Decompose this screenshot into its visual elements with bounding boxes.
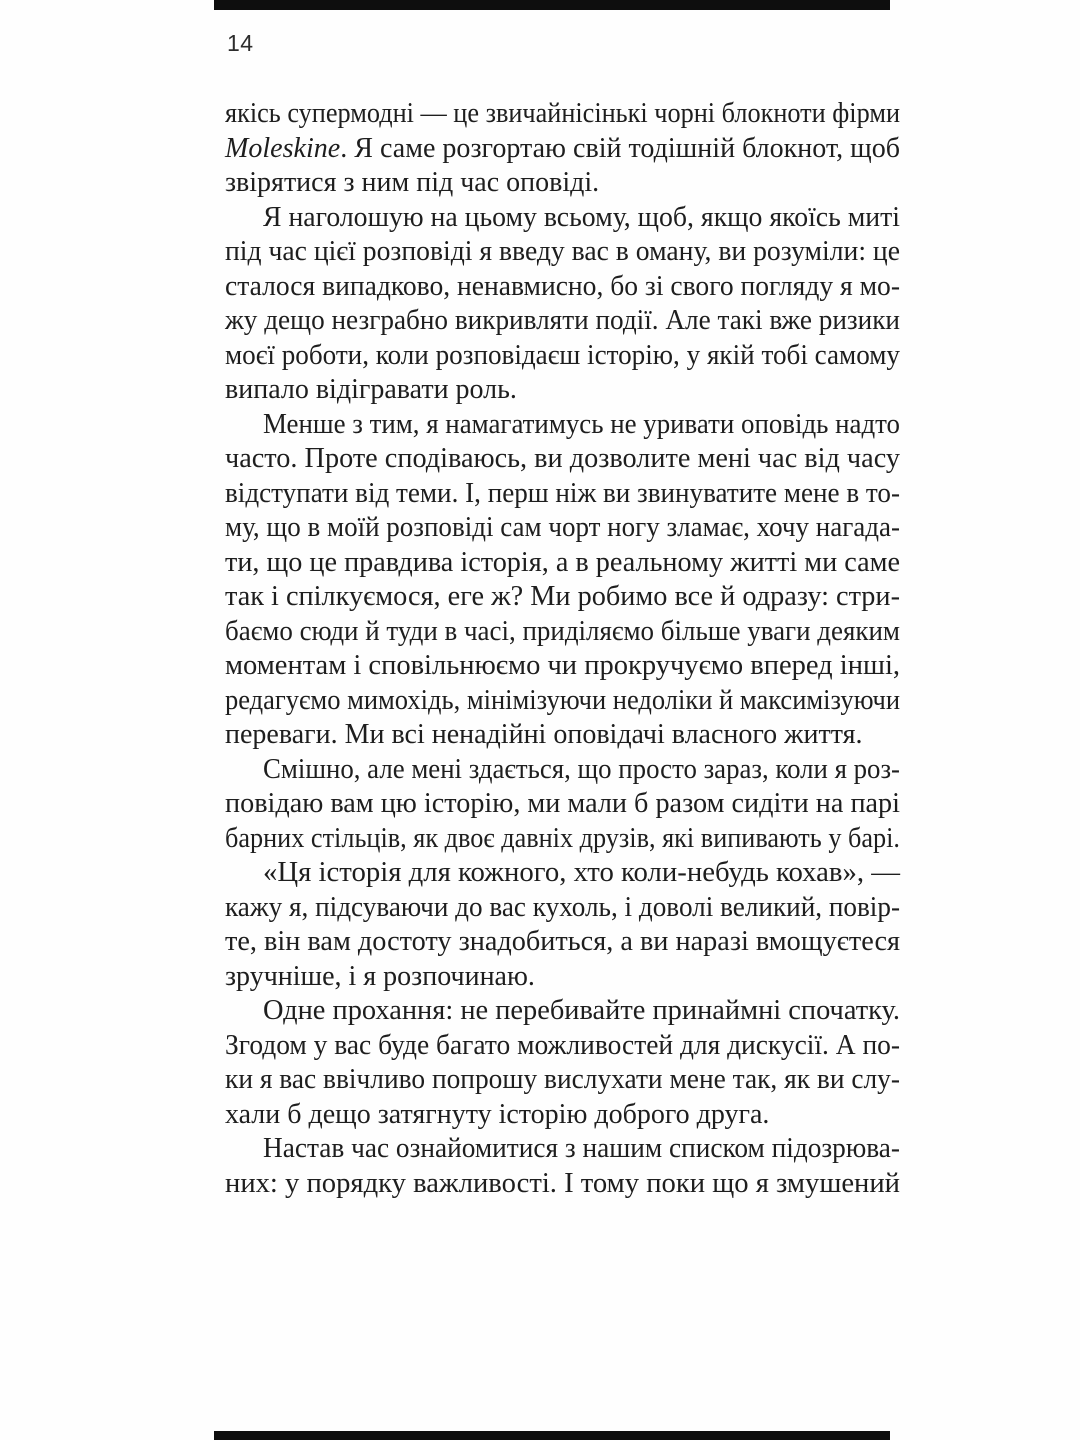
text-line (225, 718, 901, 753)
text-line (225, 891, 901, 926)
text-segment: му, що в моїй розповіді сам чорт ногу зламає, хочу нагада- (225, 512, 900, 543)
next-page-edge-artifact (214, 1431, 890, 1440)
text-line (225, 1029, 901, 1064)
text-segment: Згодом у вас буде багато можливостей для дискусії. А по- (225, 1029, 900, 1061)
text-line (225, 787, 901, 822)
text-segment: відступати від теми. І, перш ніж ви звинуватите мене в то- (225, 477, 900, 509)
text-line (225, 97, 901, 132)
text-segment: звірятися з ним під час оповіді. (225, 167, 600, 198)
text-segment: часто. Проте сподіваюсь, ви дозволите мені час від часу (225, 443, 900, 474)
text-segment: баємо сюди й туди в часі, приділяємо більше уваги деяким (225, 615, 900, 647)
text-line (263, 201, 901, 236)
previous-page-edge-artifact (214, 0, 890, 10)
text-segment: барних стільців, як двоє давніх друзів, які випивають у барі. (225, 822, 900, 854)
text-line (225, 615, 901, 650)
text-line (225, 925, 901, 960)
text-line (225, 477, 901, 512)
text-segment: «Ця історія для кожного, хто коли-небудь кохав», — (263, 857, 900, 888)
text-segment: повідаю вам цю історію, ми мали б разом сидіти на парі (225, 788, 900, 819)
text-line (225, 960, 901, 995)
text-line (263, 994, 901, 1029)
text-segment: ки я вас ввічливо попрошу вислухати мене так, як ви слу- (225, 1064, 900, 1095)
text-segment: випало відігравати роль. (225, 374, 517, 405)
text-line (225, 373, 901, 408)
text-segment: сталося випадково, ненавмисно, бо зі свого погляду я мо- (225, 270, 900, 302)
text-line (225, 442, 901, 477)
text-segment: Я наголошую на цьому всьому, щоб, якщо якоїсь миті (263, 201, 900, 233)
text-line (263, 753, 901, 788)
text-segment: так і спілкуємося, еге ж? Ми робимо все й одразу: стри- (225, 581, 900, 612)
text-segment: . Я саме розгортаю свій тодішній блокнот, щоб (340, 132, 901, 164)
text-line (225, 822, 901, 857)
text-segment: Одне прохання: не перебивайте принаймні спочатку. (263, 995, 900, 1026)
text-segment: якісь супермодні — це звичайнісінькі чорні блокноти фірми (225, 98, 900, 129)
text-segment: хали б дещо затягнуту історію доброго друга. (225, 1098, 770, 1130)
text-segment: Смішно, але мені здається, що просто зараз, коли я роз- (263, 753, 900, 785)
text-segment: кажу я, підсуваючи до вас кухоль, і доволі великий, повір- (225, 891, 900, 923)
text-segment: під час цієї розповіді я введу вас в оману, ви розуміли: це (225, 236, 900, 267)
text-line (225, 304, 901, 339)
text-line (225, 649, 901, 684)
page-number: 14 (227, 30, 254, 56)
text-block (225, 97, 901, 1201)
text-line (263, 408, 901, 443)
text-segment: переваги. Ми всі ненадійні оповідачі власного життя. (225, 719, 863, 750)
text-segment: Настав час ознайомитися з нашим списком підозрюва- (263, 1133, 900, 1164)
text-segment: зручніше, і я розпочинаю. (225, 960, 535, 992)
text-line (263, 856, 901, 891)
italic-text-segment: Moleskine (225, 132, 341, 164)
text-line (225, 270, 901, 305)
text-line (225, 511, 901, 546)
text-segment: них: у порядку важливості. І тому поки що я змушений (225, 1167, 900, 1199)
text-segment: те, він вам достоту знадобиться, а ви наразі вмощуєтеся (225, 926, 900, 957)
text-segment: ти, що це правдива історія, а в реальному житті ми саме (225, 546, 900, 578)
text-line (225, 580, 901, 615)
text-segment: жу дещо незграбно викривляти події. Але такі вже ризики (225, 305, 900, 336)
text-segment: моєї роботи, коли розповідаєш історію, у якій тобі самому (225, 339, 900, 371)
text-line (225, 546, 901, 581)
text-line (225, 1167, 901, 1202)
text-line (225, 684, 901, 719)
text-line (225, 339, 901, 374)
text-line (225, 1098, 901, 1133)
text-line (225, 235, 901, 270)
text-line (263, 1132, 901, 1167)
text-line (225, 166, 901, 201)
text-line (225, 132, 901, 167)
text-segment: Менше з тим, я намагатимусь не уривати оповідь надто (263, 408, 900, 440)
text-line (225, 1063, 901, 1098)
text-segment: редагуємо мимохідь, мінімізуючи недоліки й максимізуючи (225, 684, 900, 716)
text-segment: моментам і сповільнюємо чи прокручуємо вперед інші, (225, 650, 900, 681)
